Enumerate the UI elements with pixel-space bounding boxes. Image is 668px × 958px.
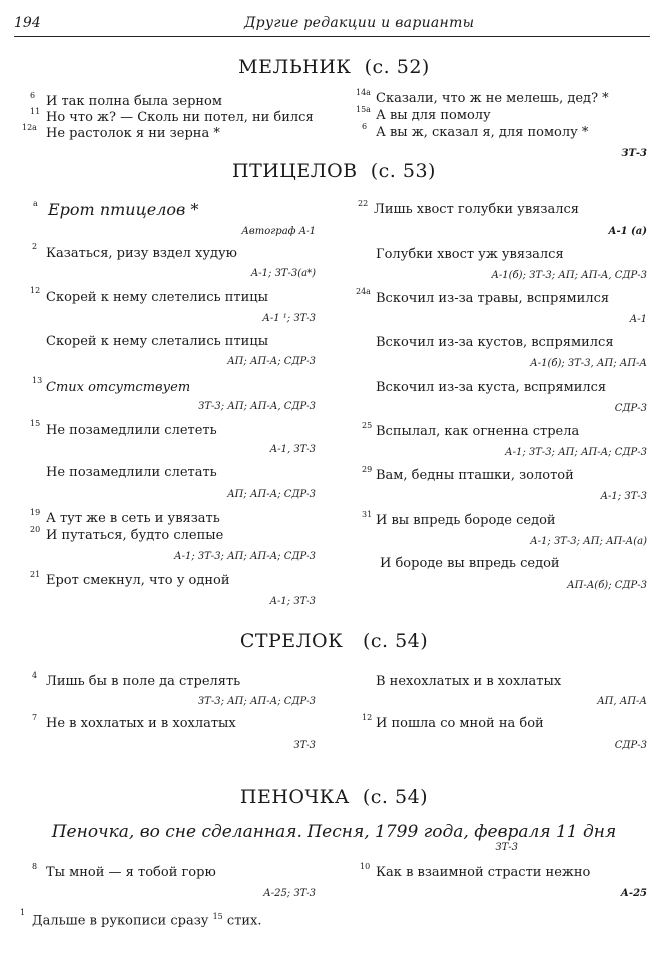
verse-line: Лишь хвост голубки увязался (374, 202, 579, 217)
verse-line: А вы ж, сказал я, для помолу * (376, 125, 589, 140)
source-reference: А-1; ЗТ-3 (269, 596, 316, 607)
verse-line: Ты мной — я тобой горю (46, 865, 216, 880)
page-reference: (с. 54) (362, 630, 429, 652)
line-number: 2 (32, 242, 38, 251)
verse-line: Как в взаимной страсти нежно (376, 865, 591, 880)
footnote (32, 912, 262, 928)
verse-line: Вскочил из-за кустов, вспрямился (376, 335, 614, 350)
page-header (14, 14, 650, 37)
line-number: 22 (358, 199, 369, 208)
line-number: 29 (362, 465, 373, 474)
footnote-marker: 1 (20, 908, 26, 917)
section-title: СТРЕЛОК (239, 630, 344, 652)
source-reference: ЗТ-3 (293, 740, 316, 751)
verse-line: Голубки хвост уж увязался (376, 247, 564, 262)
source-reference: ЗТ-3; АП; АП-А, СДР-3 (198, 401, 316, 412)
section-title: МЕЛЬНИК (238, 56, 352, 78)
line-number: 15а (356, 105, 371, 114)
line-number: 13 (32, 376, 43, 385)
verse-line: Скорей к нему слетелись птицы (46, 290, 268, 305)
line-number: 12 (362, 713, 373, 722)
section-heading-melnik (0, 56, 668, 78)
section-heading-penochka (0, 786, 668, 808)
source-reference: А-1; ЗТ-3; АП; АП-А(а) (530, 536, 647, 547)
verse-line: Не позамедлили слетать (46, 465, 217, 480)
line-number: 10 (360, 862, 371, 871)
line-number: 4 (32, 671, 38, 680)
source-reference: АП, АП-А (597, 696, 647, 707)
source-reference: СДР-3 (614, 403, 647, 414)
source-reference: А-25; ЗТ-3 (263, 888, 316, 899)
poem-subtitle: Пеночка, во сне сделанная. Песня, 1799 года, февраля 11 дня (51, 822, 617, 842)
section-heading-ptitselov (0, 160, 668, 182)
verse-line: Не в хохлатых и в хохлатых (46, 716, 236, 731)
verse-line: Не растолок я ни зерна * (46, 126, 220, 141)
verse-line: Не позамедлили слететь (46, 423, 217, 438)
verse-line: И путаться, будто слепые (46, 528, 224, 543)
footnote-line-ref: 15 (212, 912, 223, 921)
verse-line: Вам, бедны пташки, золотой (376, 468, 574, 483)
source-reference: А-1, ЗТ-3 (269, 444, 316, 455)
verse-line: Лишь бы в поле да стрелять (46, 674, 241, 689)
verse-line: И вы впредь бороде седой (376, 513, 556, 528)
line-number: 20 (30, 525, 41, 534)
source-reference: АП; АП-А; СДР-3 (227, 489, 316, 500)
source-reference: ЗТ-3; АП; АП-А; СДР-3 (197, 696, 316, 707)
verse-line: В нехохлатых и в хохлатых (376, 674, 562, 689)
verse-line: И пошла со мной на бой (376, 716, 544, 731)
source-reference: А-1 (а) (608, 226, 647, 237)
section-title: ПЕНОЧКА (239, 786, 350, 808)
source-reference: А-1 ¹; ЗТ-3 (262, 313, 316, 324)
line-number: 15 (30, 419, 41, 428)
source-reference: СДР-3 (614, 740, 647, 751)
line-number: 6 (30, 91, 36, 100)
section-heading-strelok (0, 630, 668, 652)
verse-line: Скорей к нему слетались птицы (46, 334, 269, 349)
verse-line: Вскочил из-за куста, вспрямился (376, 380, 607, 395)
source-reference: А-1; ЗТ-3 (600, 491, 647, 502)
verse-line: Стих отсутствует (46, 380, 191, 395)
source-reference: А-1 (629, 314, 647, 325)
line-number: 11 (30, 107, 41, 116)
footnote-text: стих. (226, 913, 262, 929)
line-number: 7 (32, 713, 38, 722)
source-reference: А-1; ЗТ-3; АП; АП-А; СДР-3 (505, 447, 647, 458)
source-reference: АП-А(б); СДР-3 (567, 580, 647, 591)
verse-line: Сказали, что ж не мелешь, дед? * (376, 91, 609, 106)
line-number: 21 (30, 570, 41, 579)
source-reference: ЗТ-3 (621, 148, 647, 159)
verse-line: Казаться, ризу вздел худую (46, 246, 237, 261)
line-number: 31 (362, 510, 373, 519)
verse-line: И бороде вы впредь седой (380, 556, 560, 571)
line-number: 6 (362, 122, 368, 131)
source-reference: А-1; ЗТ-3; АП; АП-А; СДР-3 (174, 551, 316, 562)
verse-line: И так полна была зерном (46, 94, 222, 109)
page-reference: (с. 52) (364, 56, 430, 78)
running-title: Другие редакции и варианты (244, 15, 475, 31)
verse-line: А тут же в сеть и увязать (46, 511, 220, 526)
source-reference: А-25 (620, 888, 647, 899)
page-number: 194 (14, 15, 41, 31)
source-reference: А-1(б); ЗТ-3, АП; АП-А (530, 358, 647, 369)
line-number: 12 (30, 286, 41, 295)
source-reference: А-1; ЗТ-3(а*) (250, 268, 316, 279)
line-number: 14а (356, 88, 371, 97)
line-number: 12а (22, 123, 37, 132)
verse-line: Вскочил из-за травы, вспрямился (376, 291, 610, 306)
verse-line: Но что ж? — Сколь ни потел, ни бился (46, 110, 314, 125)
source-reference: А-1(б); ЗТ-3; АП; АП-А, СДР-3 (491, 270, 647, 281)
verse-line: Ерот птицелов * (48, 200, 199, 219)
source-reference: Автограф А-1 (241, 226, 316, 237)
line-number: 8 (32, 862, 38, 871)
line-number: 24а (356, 287, 371, 296)
page-reference: (с. 54) (362, 786, 429, 808)
line-number: 19 (30, 508, 41, 517)
source-reference: АП; АП-А; СДР-3 (227, 356, 316, 367)
verse-line: А вы для помолу (376, 108, 491, 123)
section-title: ПТИЦЕЛОВ (232, 160, 358, 182)
verse-line: Ерот смекнул, что у одной (46, 573, 230, 588)
source-reference: ЗТ-3 (495, 842, 518, 853)
line-number: 25 (362, 421, 373, 430)
verse-line: Вспылал, как огненна стрела (376, 424, 580, 439)
line-number: а (33, 199, 38, 208)
footnote-text: Дальше в рукописи сразу (32, 913, 209, 929)
page-reference: (с. 53) (370, 160, 436, 182)
